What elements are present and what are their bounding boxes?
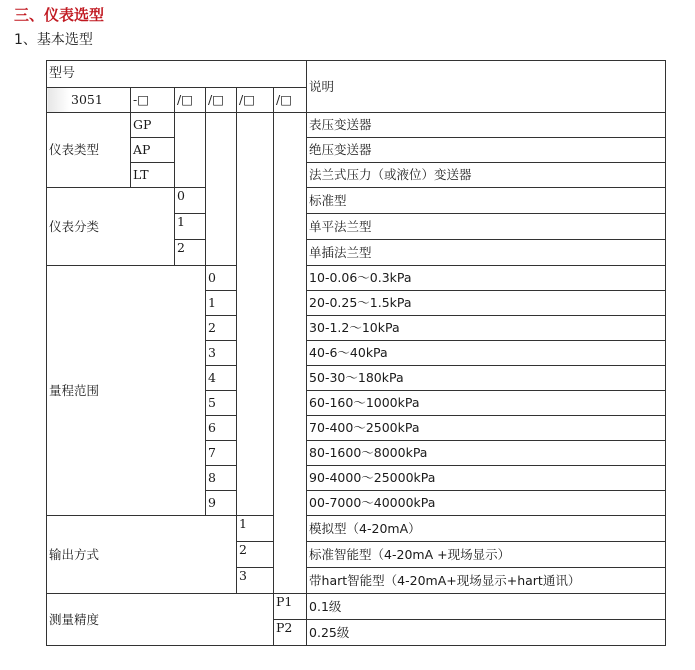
range-code-cell: 9 [206,491,237,516]
model-label-cell: 型号 [47,61,307,88]
description-cell: 20-0.25～1.5kPa [307,291,666,316]
subsection-title: 1、基本选型 [14,32,93,48]
description-cell: 90-4000～25000kPa [307,466,666,491]
table-row [47,163,666,188]
range-code-cell: 4 [206,366,237,391]
description-header-cell: 说明 [307,61,666,113]
table-row [47,594,666,620]
blank-cell [175,113,206,188]
table-row [47,516,666,542]
description-cell: 表压变送器 [307,113,666,138]
description-cell: 标准型 [307,188,666,214]
header-row-model [47,61,666,88]
output-label: 输出方式 [47,516,237,594]
description-cell: 0.1级 [307,594,666,620]
description-cell: 单平法兰型 [307,214,666,240]
code-slot-type: -□ [131,88,175,113]
range-code-cell: 2 [206,316,237,341]
blank-cell [237,113,274,516]
blank-cell [274,113,307,594]
description-cell: 法兰式压力（或液位）变送器 [307,163,666,188]
class-code-cell: 0 [175,188,206,214]
description-cell: 50-30～180kPa [307,366,666,391]
description-cell: 70-400～2500kPa [307,416,666,441]
instrument-class-label: 仪表分类 [47,188,175,266]
model-number: 3051 [71,92,103,107]
description-cell: 30-1.2～10kPa [307,316,666,341]
type-code-cell: GP [131,113,175,138]
instrument-type-label: 仪表类型 [47,113,131,188]
description-cell: 单插法兰型 [307,240,666,266]
section-title: 三、仪表选型 [14,6,105,24]
range-code-cell: 0 [206,266,237,291]
output-code-cell: 3 [237,568,274,594]
code-slot-range: /□ [206,88,237,113]
description-cell: 0.25级 [307,620,666,646]
description-cell: 10-0.06～0.3kPa [307,266,666,291]
table-row [47,138,666,163]
output-code-cell: 1 [237,516,274,542]
description-cell: 模拟型（4-20mA） [307,516,666,542]
table-row [47,113,666,138]
range-label: 量程范围 [47,266,206,516]
description-cell: 绝压变送器 [307,138,666,163]
description-cell: 60-160～1000kPa [307,391,666,416]
accuracy-code-cell: P2 [274,620,307,646]
description-cell: 40-6～40kPa [307,341,666,366]
code-slot-accuracy: /□ [274,88,307,113]
class-code-cell: 1 [175,214,206,240]
range-code-cell: 6 [206,416,237,441]
model-selection-table [46,60,666,646]
model-number-cell [47,88,131,113]
description-cell: 00-7000～40000kPa [307,491,666,516]
table-row [47,188,666,214]
code-slot-output: /□ [237,88,274,113]
description-cell: 标准智能型（4-20mA +现场显示） [307,542,666,568]
range-code-cell: 7 [206,441,237,466]
accuracy-code-cell: P1 [274,594,307,620]
range-code-cell: 1 [206,291,237,316]
blank-cell [206,113,237,266]
code-slot-class: /□ [175,88,206,113]
description-cell: 带hart智能型（4-20mA+现场显示+hart通讯） [307,568,666,594]
range-code-cell: 5 [206,391,237,416]
output-code-cell: 2 [237,542,274,568]
range-code-cell: 8 [206,466,237,491]
type-code-cell: LT [131,163,175,188]
class-code-cell: 2 [175,240,206,266]
description-cell: 80-1600～8000kPa [307,441,666,466]
accuracy-label: 测量精度 [47,594,274,646]
type-code-cell: AP [131,138,175,163]
range-code-cell: 3 [206,341,237,366]
table-row [47,266,666,291]
